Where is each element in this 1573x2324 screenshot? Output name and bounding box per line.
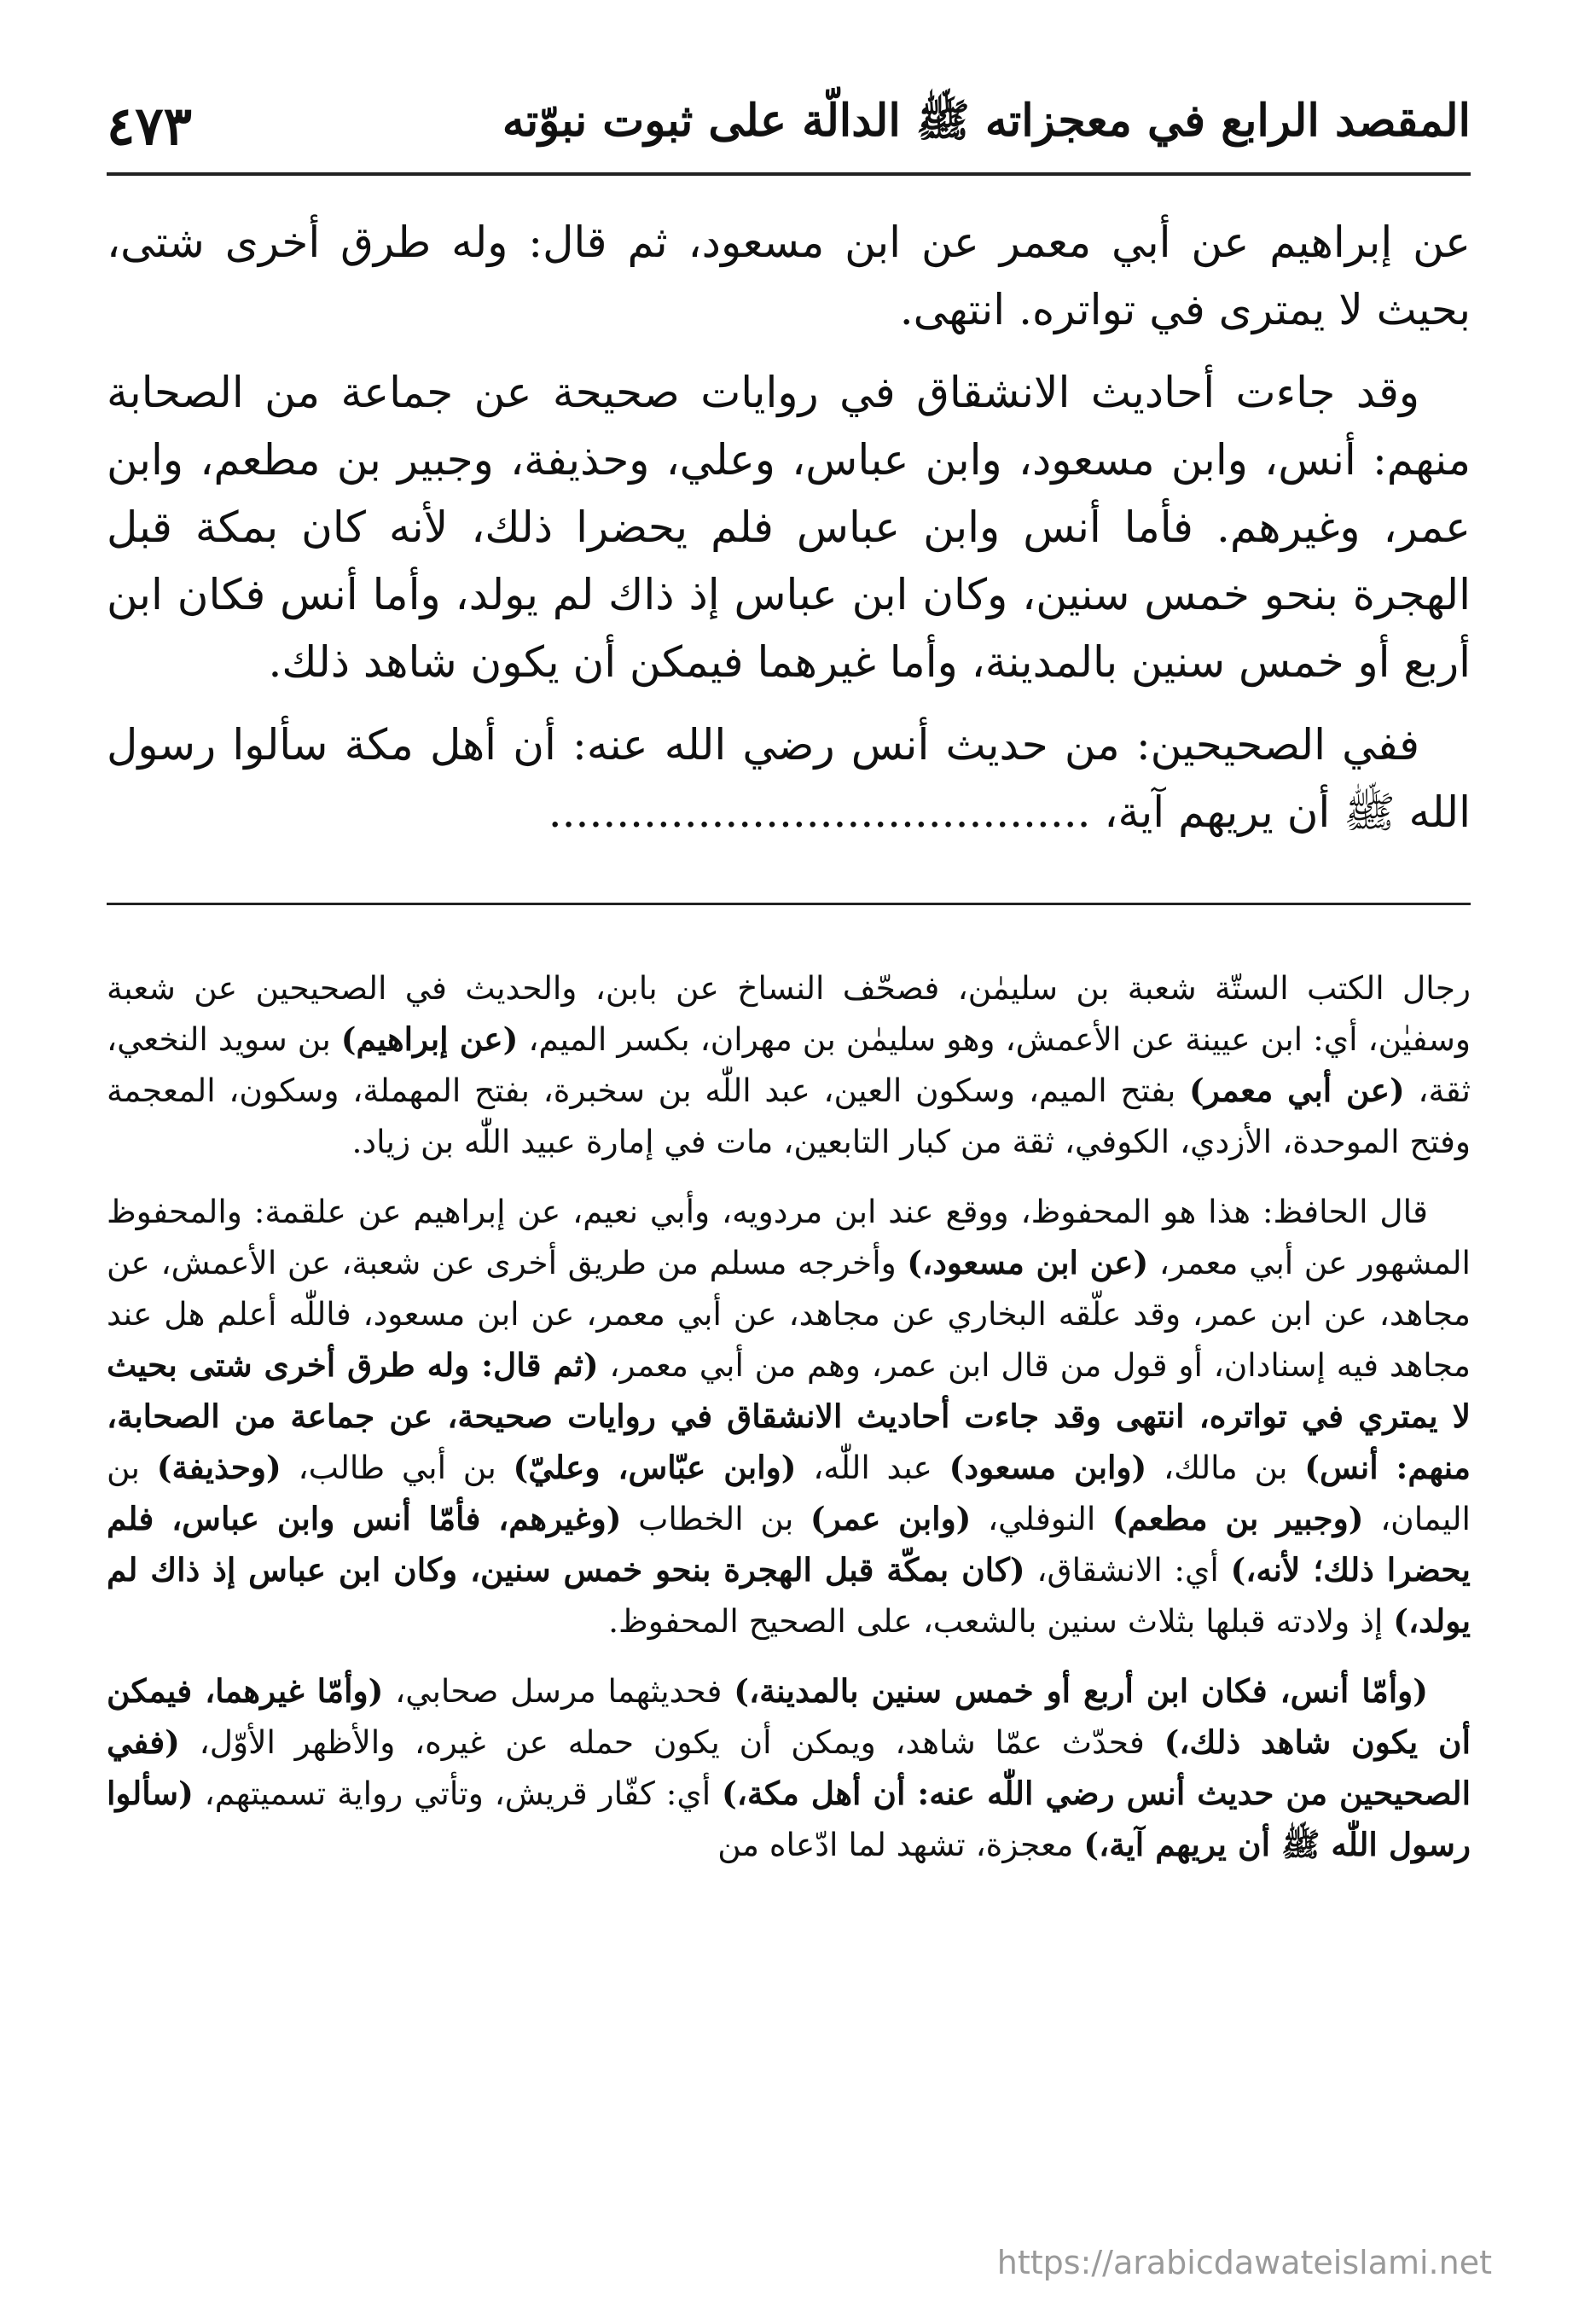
text-run: بفتح الميم، وسكون العين، عبد اللّٰه بن سخبرة، بفتح المهملة، وسكون، المعجمة وفتح الموحدة، الأزدي، الكوفي، ثقة من كبار التابعين، مات في إمارة عبيد اللّٰه بن زياد. — [107, 1072, 1471, 1160]
quoted-phrase: (عن ابن مسعود،) — [907, 1244, 1149, 1281]
quoted-phrase: (وأمّا غيرهما، فيمكن أن يكون شاهد ذلك،) — [107, 1672, 1471, 1761]
page-number: ٤٧٣ — [107, 94, 192, 157]
commentary-paragraph-3 — [107, 1665, 1471, 1870]
quoted-phrase: (وغيرهم، فأمّا أنس وابن عباس، فلم يحضرا ذلك؛ لأنه،) — [107, 1500, 1471, 1589]
text-run: بن أبي طالب، — [281, 1449, 514, 1486]
text-run: بن سويد النخعي، ثقة، — [107, 1020, 1471, 1109]
running-title: المقصد الرابع في معجزاته ﷺ الدالّة على ثبوت نبوّته — [502, 94, 1471, 147]
commentary-paragraph-2 — [107, 1186, 1471, 1647]
text-run: فحدّث عمّا شاهد، ويمكن أن يكون حمله عن غيره، والأظهر الأوّل، — [179, 1723, 1164, 1761]
main-paragraph-1: عن إبراهيم عن أبي معمر عن ابن مسعود، ثم قال: وله طرق أخرى شتى، بحيث لا يمترى في تواتره. انتهى. — [107, 218, 1471, 334]
quoted-phrase: (وأمّا أنس، فكان ابن أربع أو خمس سنين بالمدينة،) — [734, 1672, 1428, 1710]
text-run: فحديثهما مرسل صحابي، — [383, 1672, 734, 1710]
quoted-phrase: (ففي الصحيحين من حديث أنس رضي اللّٰه عنه: أن أهل مكة،) — [107, 1723, 1471, 1812]
quoted-phrase: (كان بمكّة قبل الهجرة بنحو خمس سنين، وكان ابن عباس إذ ذاك لم يولد،) — [107, 1551, 1471, 1640]
quoted-phrase: (عن إبراهيم) — [340, 1020, 519, 1058]
quoted-phrase: (عن أبي معمر) — [1189, 1072, 1405, 1109]
text-run: بن اليمان، — [107, 1449, 1471, 1537]
text-run: رجال الكتب الستّة شعبة بن سليمٰن، فصحّف النساخ عن بابن، والحديث في الصحيحين عن شعبة وسفيٰن، أي: ابن عيينة عن الأعمش، وهو سليمٰن بن مهران، بكسر الميم، — [107, 969, 1471, 1058]
text-run: النوفلي، — [971, 1500, 1112, 1537]
main-text — [107, 209, 1471, 862]
source-watermark: https://arabicdawateislami.net — [996, 2244, 1492, 2281]
text-run: عبد اللّٰه، — [796, 1449, 949, 1486]
quoted-phrase: (ثم قال: وله طرق أخرى شتى بحيث لا يمتري في تواتره، انتهى وقد جاءت أحاديث الانشقاق في روايات صحيحة، عن جماعة من الصحابة، منهم: أنس) — [107, 1346, 1471, 1486]
quoted-phrase: (وابن عبّاس، وعليّ) — [513, 1449, 797, 1486]
commentary-paragraph-1 — [107, 962, 1471, 1167]
text-run: أي: الانشقاق، — [1024, 1551, 1231, 1589]
main-paragraph-3 — [107, 712, 1471, 846]
text-run: معجزة، تشهد لما ادّعاه من — [717, 1826, 1084, 1863]
text-run: بن الخطاب — [621, 1500, 810, 1537]
page-header — [107, 78, 1471, 176]
main-paragraph-3-text: ففي الصحيحين: من حديث أنس رضي الله عنه: أن أهل مكة سألوا رسول الله ﷺ أن يريهم آية، — [107, 720, 1471, 837]
commentary — [107, 962, 1471, 1889]
quoted-phrase: (وابن عمر) — [810, 1500, 972, 1537]
text-run: أي: كفّار قريش، وتأتي رواية تسميتهم، — [193, 1775, 723, 1812]
quoted-phrase: (وابن مسعود) — [949, 1449, 1147, 1486]
text-run: قال الحافظ: هذا هو المحفوظ، ووقع عند ابن مردويه، وأبي نعيم، عن إبراهيم عن علقمة: والمحفوظ المشهور عن أبي معمر، — [107, 1193, 1471, 1281]
text-run: وأخرجه مسلم من طريق أخرى عن شعبة، عن الأعمش، عن مجاهد، عن ابن عمر، وقد علّقه البخاري عن مجاهد، عن أبي معمر، عن ابن مسعود، فاللّٰه أعلم هل عند مجاهد فيه إسنادان، أو قول من قال ابن عمر، وهم من أبي معمر، — [107, 1244, 1471, 1384]
quoted-phrase: (وحذيفة) — [156, 1449, 282, 1486]
continuation-dots: ........................................ — [548, 787, 1091, 837]
text-run: إذ ولادته قبلها بثلاث سنين بالشعب، على الصحيح المحفوظ. — [608, 1602, 1394, 1640]
main-paragraph-2: وقد جاءت أحاديث الانشقاق في روايات صحيحة عن جماعة من الصحابة منهم: أنس، وابن مسعود، وابن عباس، وعلي، وحذيفة، وجبير بن مطعم، وابن عمر، وغيرهم. فأما أنس وابن عباس فلم يحضرا ذلك، لأنه كان بمكة قبل الهجرة بنحو خمس سنين، وكان ابن عباس إذ ذاك لم يولد، وأما أنس فكان ابن أربع أو خمس سنين بالمدينة، وأما غيرهما فيمكن أن يكون شاهد ذلك. — [107, 368, 1471, 687]
quoted-phrase: (سألوا رسول اللّٰه ﷺ أن يريهم آية،) — [107, 1775, 1471, 1863]
text-run: بن مالك، — [1146, 1449, 1305, 1486]
quoted-phrase: (وجبير بن مطعم) — [1112, 1500, 1364, 1537]
footnote-divider — [107, 903, 1471, 905]
